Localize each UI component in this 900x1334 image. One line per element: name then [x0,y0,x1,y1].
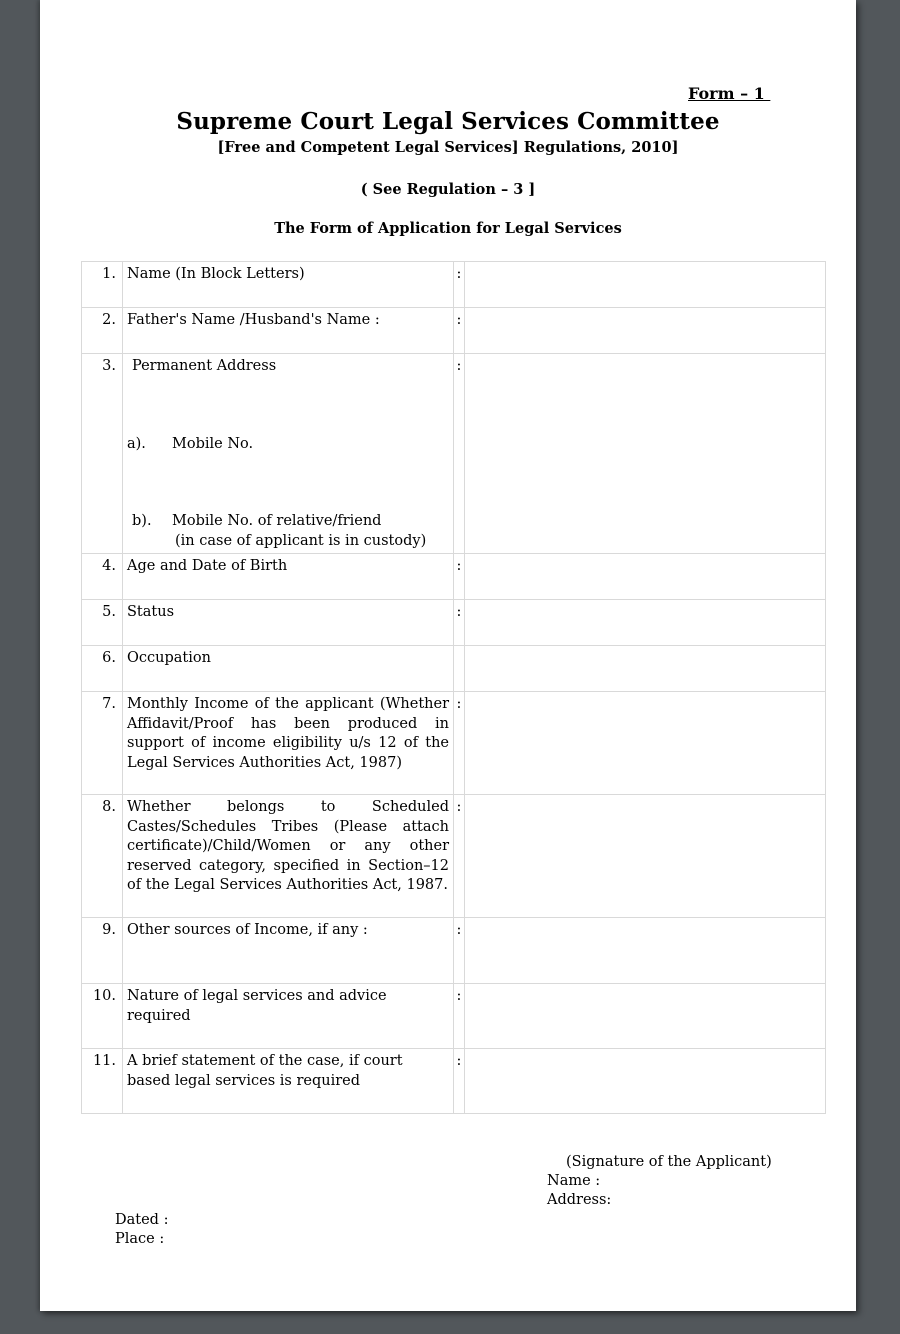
case-statement-field[interactable] [465,1049,826,1114]
permanent-address-field[interactable] [465,354,826,554]
form-row-reserved-category [82,795,826,918]
document-page [40,0,856,1311]
row-label: Age and Date of Birth [123,554,454,600]
row-number: 1. [82,262,123,308]
row-number: 10. [82,984,123,1049]
occupation-field[interactable] [465,646,826,692]
row-number: 3. [82,354,123,554]
row-number: 4. [82,554,123,600]
row-colon: : [454,354,465,554]
form-row-case-statement [82,1049,826,1114]
row-label: A brief statement of the case, if court based legal services is required [123,1049,454,1114]
row-number: 6. [82,646,123,692]
row-label: Status [123,600,454,646]
application-form-table [81,261,826,1114]
sub-marker: a). [127,435,146,452]
row-label: Whether belongs to Scheduled Castes/Schedules Tribes (Please attach certificate)/Child/Women or any other reserved category, specified in Section–12 of the Legal Services Authorities Act, 1987. [123,795,454,918]
form-row-father-husband-name [82,308,826,354]
signature-label: (Signature of the Applicant) [566,1154,772,1170]
legal-services-nature-field[interactable] [465,984,826,1049]
sub-note: (in case of applicant is in custody) [175,532,427,549]
form-row-permanent-address [82,354,826,554]
form-row-occupation [82,646,826,692]
row-number: 9. [82,918,123,984]
sub-label: Mobile No. of relative/friend [172,513,382,529]
form-heading: The Form of Application for Legal Services [274,220,622,237]
row-colon: : [454,692,465,795]
sub-item-relative-mobile [127,512,449,532]
form-row-name [82,262,826,308]
row-number: 11. [82,1049,123,1114]
form-row-legal-services-nature [82,984,826,1049]
row-label: Occupation [123,646,454,692]
age-dob-field[interactable] [465,554,826,600]
form-number: Form – 1 [688,84,771,103]
row-label: Nature of legal services and advice required [123,984,454,1049]
row-number: 2. [82,308,123,354]
form-row-status [82,600,826,646]
row-colon [454,646,465,692]
signature-address-label: Address: [547,1192,612,1208]
dated-label: Dated : [115,1212,169,1228]
document-title: Supreme Court Legal Services Committee [176,108,720,135]
form-row-other-income [82,918,826,984]
name-field[interactable] [465,262,826,308]
row-colon: : [454,554,465,600]
monthly-income-field[interactable] [465,692,826,795]
row-label: Monthly Income of the applicant (Whether Affidavit/Proof has been produced in support of income eligibility u/s 12 of the Legal Services Authorities Act, 1987) [123,692,454,795]
row-number: 5. [82,600,123,646]
row-label: Other sources of Income, if any : [123,918,454,984]
regulation-reference: ( See Regulation – 3 ] [360,181,536,198]
signature-name-label: Name : [547,1173,601,1189]
form-row-age-dob [82,554,826,600]
document-subtitle: [Free and Competent Legal Services] Regulations, 2010] [217,139,679,156]
father-husband-name-field[interactable] [465,308,826,354]
row-number: 7. [82,692,123,795]
other-income-field[interactable] [465,918,826,984]
sub-label: Mobile No. [172,435,254,452]
row-label: Permanent Address [132,358,277,374]
row-colon: : [454,308,465,354]
row-colon: : [454,795,465,918]
place-label: Place : [115,1231,165,1247]
row-colon: : [454,262,465,308]
sub-item-mobile [127,435,449,455]
reserved-category-field[interactable] [465,795,826,918]
row-label-group [123,354,454,554]
form-row-monthly-income [82,692,826,795]
row-colon: : [454,600,465,646]
sub-marker: b). [132,513,152,529]
status-field[interactable] [465,600,826,646]
row-label: Father's Name /Husband's Name : [123,308,454,354]
row-colon: : [454,984,465,1049]
row-label: Name (In Block Letters) [123,262,454,308]
row-number: 8. [82,795,123,918]
row-colon: : [454,918,465,984]
row-colon: : [454,1049,465,1114]
